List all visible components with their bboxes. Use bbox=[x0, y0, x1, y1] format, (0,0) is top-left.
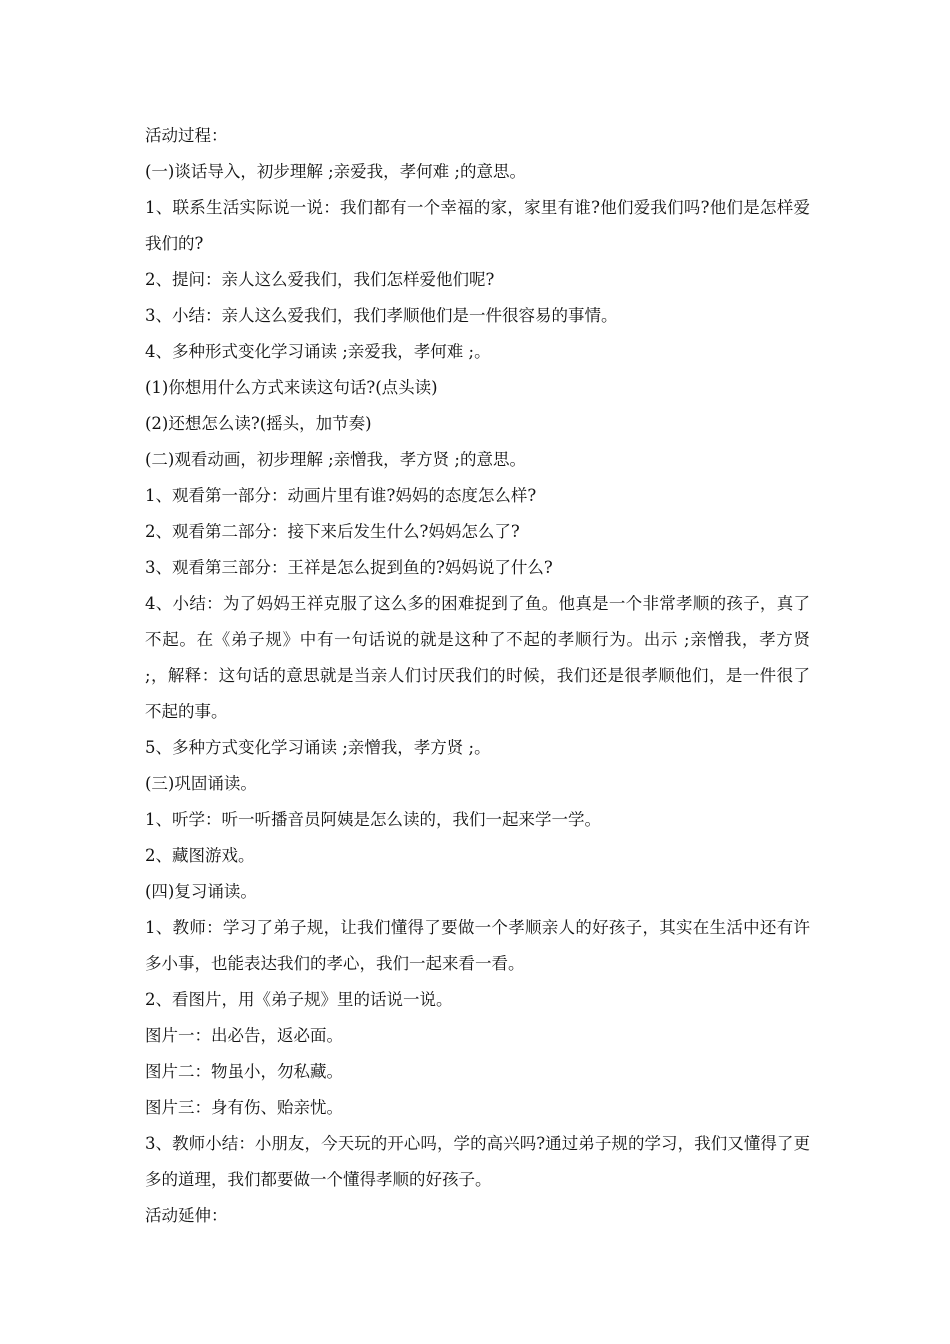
paragraph: 3、观看第三部分：王祥是怎么捉到鱼的?妈妈说了什么? bbox=[145, 558, 553, 577]
paragraph: 1、观看第一部分：动画片里有谁?妈妈的态度怎么样? bbox=[145, 486, 537, 505]
paragraph: 1、联系生活实际说一说：我们都有一个幸福的家，家里有谁?他们爱我们吗?他们是怎样爱我们的? bbox=[145, 198, 810, 253]
document-body bbox=[145, 118, 810, 1234]
paragraph: 图片二：物虽小，勿私藏。 bbox=[145, 1062, 343, 1081]
paragraph: 图片三：身有伤、贻亲忧。 bbox=[145, 1098, 343, 1117]
section-heading-2: (二)观看动画，初步理解 ;亲憎我，孝方贤 ;的意思。 bbox=[145, 450, 526, 469]
paragraph: 4、多种形式变化学习诵读 ;亲爱我，孝何难 ;。 bbox=[145, 342, 491, 361]
paragraph: 3、教师小结：小朋友，今天玩的开心吗，学的高兴吗?通过弟子规的学习，我们又懂得了更多的道理，我们都要做一个懂得孝顺的好孩子。 bbox=[145, 1134, 810, 1189]
paragraph: (2)还想怎么读?(摇头，加节奏) bbox=[145, 414, 372, 433]
paragraph: 1、教师：学习了弟子规，让我们懂得了要做一个孝顺亲人的好孩子，其实在生活中还有许多小事，也能表达我们的孝心，我们一起来看一看。 bbox=[145, 918, 810, 973]
heading-activity-process: 活动过程： bbox=[145, 126, 228, 145]
section-heading-1: (一)谈话导入，初步理解 ;亲爱我，孝何难 ;的意思。 bbox=[145, 162, 526, 181]
heading-activity-extension: 活动延伸： bbox=[145, 1206, 228, 1225]
paragraph: 图片一：出必告，返必面。 bbox=[145, 1026, 343, 1045]
section-heading-4: (四)复习诵读。 bbox=[145, 882, 257, 901]
paragraph: 3、小结：亲人这么爱我们，我们孝顺他们是一件很容易的事情。 bbox=[145, 306, 618, 325]
paragraph: 1、听学：听一听播音员阿姨是怎么读的，我们一起来学一学。 bbox=[145, 810, 601, 829]
paragraph: 2、提问：亲人这么爱我们，我们怎样爱他们呢? bbox=[145, 270, 495, 289]
paragraph: (1)你想用什么方式来读这句话?(点头读) bbox=[145, 378, 438, 397]
paragraph: 2、观看第二部分：接下来后发生什么?妈妈怎么了? bbox=[145, 522, 520, 541]
section-heading-3: (三)巩固诵读。 bbox=[145, 774, 257, 793]
paragraph: 2、看图片，用《弟子规》里的话说一说。 bbox=[145, 990, 453, 1009]
paragraph: 5、多种方式变化学习诵读 ;亲憎我，孝方贤 ;。 bbox=[145, 738, 491, 757]
paragraph: 2、藏图游戏。 bbox=[145, 846, 255, 865]
paragraph: 4、小结：为了妈妈王祥克服了这么多的困难捉到了鱼。他真是一个非常孝顺的孩子，真了不起。在《弟子规》中有一句话说的就是这种了不起的孝顺行为。出示 ;亲憎我，孝方贤 ;，解释：这句话的意思就是当亲人们讨厌我们的时候，我们还是很孝顺他们，是一件很了不起的事。 bbox=[145, 594, 810, 721]
